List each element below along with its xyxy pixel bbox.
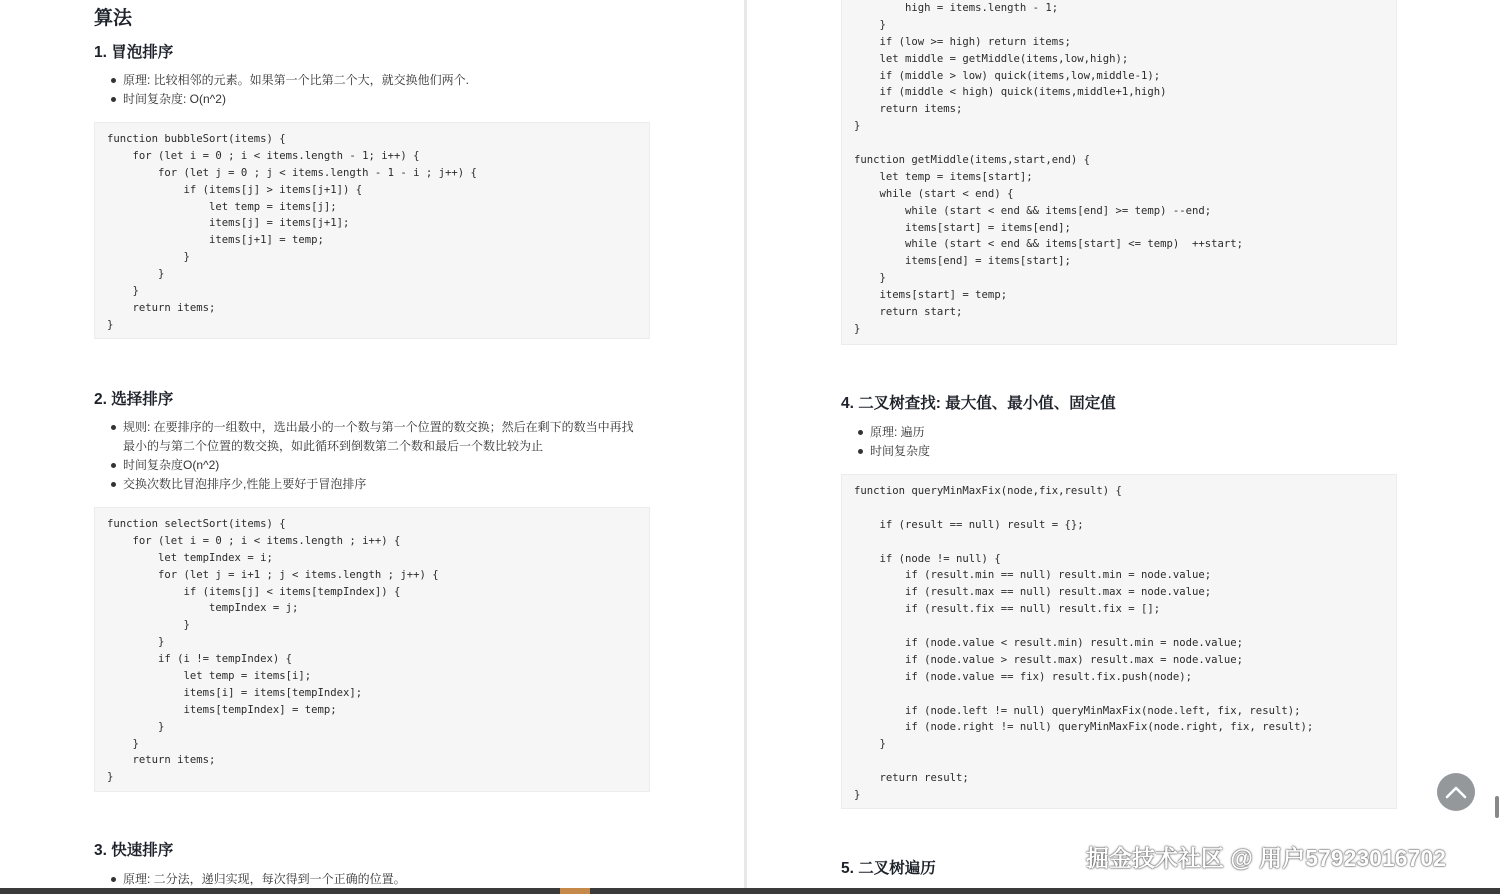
code-line: items[start] = temp; xyxy=(854,289,1008,302)
code-line xyxy=(854,753,1384,770)
code-line: if (result == null) result = {}; xyxy=(854,518,1084,531)
list-item: 原理: 比较相邻的元素。如果第一个比第二个大，就交换他们两个. xyxy=(108,71,668,90)
code-line: while (start < end) { xyxy=(854,187,1014,200)
code-line: let temp = items[j]; xyxy=(107,200,337,213)
code-line: for (let j = 0 ; j < items.length - 1 - i ; j++) { xyxy=(107,166,477,179)
code-line: if (node.left != null) queryMinMaxFix(node.left, fix, result); xyxy=(854,704,1301,717)
page-title: 算法 xyxy=(94,8,133,29)
code-line: for (let j = i+1 ; j < items.length ; j++) { xyxy=(107,568,439,581)
code-line: let temp = items[i]; xyxy=(107,670,312,683)
code-line: let middle = getMiddle(items,low,high); xyxy=(854,52,1129,65)
code-line: if (items[j] > items[j+1]) { xyxy=(107,183,363,196)
list-item: 交换次数比冒泡排序少,性能上要好于冒泡排序 xyxy=(108,475,668,494)
code-line: items[i] = items[tempIndex]; xyxy=(107,686,363,699)
code-line: } xyxy=(107,268,165,281)
selection-sort-notes xyxy=(108,418,668,494)
code-line: return result; xyxy=(854,772,969,785)
list-item: 时间复杂度O(n^2) xyxy=(108,456,668,475)
section-heading-bubble-sort: 1. 冒泡排序 xyxy=(94,44,174,61)
code-line: if (node != null) { xyxy=(854,552,1001,565)
code-line xyxy=(854,686,1384,703)
code-line: } xyxy=(854,272,886,285)
code-line: function selectSort(items) { xyxy=(107,518,286,530)
code-line: if (result.min == null) result.min = node.value; xyxy=(854,569,1212,582)
code-line: items[end] = items[start]; xyxy=(854,255,1071,268)
code-line: } xyxy=(854,18,886,31)
code-line: items[start] = items[end]; xyxy=(854,221,1071,234)
code-line: let tempIndex = i; xyxy=(107,551,273,564)
watermark: 掘金技术社区 @ 用户57923016702 xyxy=(1086,845,1446,871)
code-line: } xyxy=(107,737,139,750)
code-line: return start; xyxy=(854,306,963,319)
list-item: 时间复杂度: O(n^2) xyxy=(108,90,668,109)
code-line: return items; xyxy=(107,754,216,767)
left-page xyxy=(0,0,745,894)
scrollbar[interactable] xyxy=(1495,796,1499,818)
code-line: if (middle < high) quick(items,middle+1,high) xyxy=(854,86,1167,99)
code-line: let temp = items[start]; xyxy=(854,170,1033,183)
tree-search-notes xyxy=(855,423,1415,461)
code-line: } xyxy=(854,738,886,751)
list-item-continuation: 最小的与第二个位置的数交换，如此循环到倒数第二个数和最后一个数比较为止 xyxy=(123,439,544,453)
code-line xyxy=(854,534,1384,551)
code-block-bubble-sort[interactable] xyxy=(94,122,650,339)
code-line: if (result.max == null) result.max = node.value; xyxy=(854,586,1212,599)
code-line: return items; xyxy=(107,301,216,314)
section-heading-tree-traversal: 5. 二叉树遍历 xyxy=(841,860,936,877)
code-line: items[j+1] = temp; xyxy=(107,234,324,247)
code-line: function getMiddle(items,start,end) { xyxy=(854,154,1090,167)
right-page xyxy=(747,0,1500,894)
code-line: if (result.fix == null) result.fix = []; xyxy=(854,603,1161,616)
code-line: while (start < end && items[end] >= temp) --end; xyxy=(854,204,1212,217)
code-line: if (node.value == fix) result.fix.push(node); xyxy=(854,670,1193,683)
section-heading-tree-search: 4. 二叉树查找: 最大值、最小值、固定值 xyxy=(841,395,1116,412)
section-heading-quick-sort: 3. 快速排序 xyxy=(94,842,174,859)
code-line xyxy=(854,618,1384,635)
code-line: } xyxy=(107,285,139,298)
list-item: 原理: 遍历 xyxy=(855,423,1415,442)
scroll-to-top-button[interactable] xyxy=(1437,773,1475,811)
code-line: function bubbleSort(items) { xyxy=(107,133,286,145)
code-line: items[tempIndex] = temp; xyxy=(107,703,337,716)
list-item: 时间复杂度 xyxy=(855,442,1415,461)
code-line: } xyxy=(854,322,861,335)
code-line: if (node.value < result.min) result.min = node.value; xyxy=(854,637,1244,650)
code-line: } xyxy=(107,771,114,784)
code-line: if (middle > low) quick(items,low,middle-1); xyxy=(854,69,1161,82)
code-line: } xyxy=(107,251,190,264)
code-line: for (let i = 0 ; i < items.length - 1; i++) { xyxy=(107,149,420,162)
code-line: if (node.value > result.max) result.max = node.value; xyxy=(854,653,1244,666)
code-line: if (items[j] < items[tempIndex]) { xyxy=(107,585,401,598)
list-item: 规则: 在要排序的一组数中，选出最小的一个数与第一个位置的数交换；然后在剩下的数当中再找 xyxy=(108,418,668,437)
code-block-quick-sort[interactable] xyxy=(841,0,1397,345)
code-line: } xyxy=(854,789,861,802)
code-line: function queryMinMaxFix(node,fix,result) { xyxy=(854,485,1122,497)
code-line: for (let i = 0 ; i < items.length ; i++) { xyxy=(107,534,401,547)
code-line: tempIndex = j; xyxy=(107,602,299,615)
code-line xyxy=(854,500,1384,517)
code-line: items[j] = items[j+1]; xyxy=(107,217,350,230)
code-line: if (i != tempIndex) { xyxy=(107,653,292,666)
bubble-sort-notes xyxy=(108,71,668,109)
code-line: } xyxy=(107,636,165,649)
code-line: } xyxy=(107,318,114,331)
code-line xyxy=(854,135,1384,152)
code-block-selection-sort[interactable] xyxy=(94,507,650,792)
code-block-tree-search[interactable] xyxy=(841,474,1397,809)
code-line: high = items.length - 1; xyxy=(854,2,1059,14)
chevron-up-icon xyxy=(1445,785,1467,799)
code-line: if (low >= high) return items; xyxy=(854,35,1071,48)
bottom-bar xyxy=(0,888,1500,894)
code-line: return items; xyxy=(854,103,963,116)
code-line: if (node.right != null) queryMinMaxFix(node.right, fix, result); xyxy=(854,721,1314,734)
section-heading-selection-sort: 2. 选择排序 xyxy=(94,391,174,408)
list-item: 原理: 二分法，递归实现，每次得到一个正确的位置。 xyxy=(108,870,668,889)
code-line: while (start < end && items[start] <= temp) ++start; xyxy=(854,238,1244,251)
quick-sort-notes xyxy=(108,870,668,889)
code-line: } xyxy=(107,720,165,733)
code-line: } xyxy=(107,619,190,632)
code-line: } xyxy=(854,120,861,133)
